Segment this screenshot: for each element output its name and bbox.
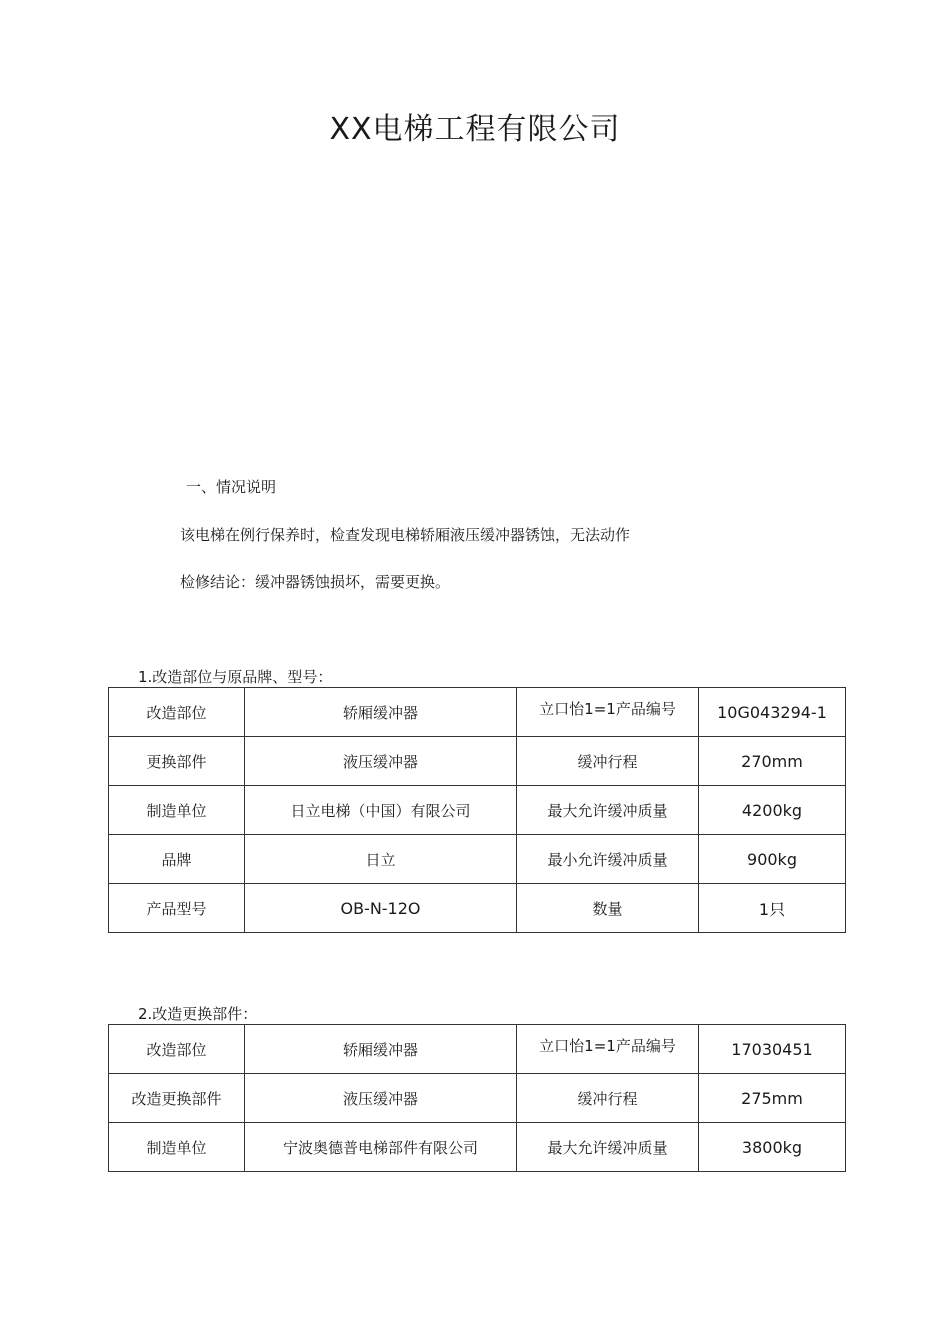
table-row	[109, 737, 846, 786]
document-title: XX电梯工程有限公司	[329, 112, 621, 147]
table-row	[109, 835, 846, 884]
table-cell: 270mm	[699, 737, 846, 786]
table-cell-text: 立口怡1=1产品编号	[539, 1036, 676, 1055]
table-cell: 数量	[517, 884, 699, 933]
table-row	[109, 688, 846, 737]
section-heading-situation: 一、情况说明	[186, 478, 277, 496]
table-cell: 宁波奥德普电梯部件有限公司	[245, 1123, 517, 1172]
table-row	[109, 1025, 846, 1074]
replacement-parts-table	[108, 1024, 846, 1172]
table-cell: 最大允许缓冲质量	[517, 1123, 699, 1172]
table-cell: 改造更换部件	[109, 1074, 245, 1123]
table-cell: 3800kg	[699, 1123, 846, 1172]
table-cell: 1只	[699, 884, 846, 933]
table-cell: OB-N-12O	[245, 884, 517, 933]
table-cell: 最大允许缓冲质量	[517, 786, 699, 835]
table-cell: 275mm	[699, 1074, 846, 1123]
table-cell	[517, 688, 699, 737]
table-cell: 缓冲行程	[517, 737, 699, 786]
table-cell: 17030451	[699, 1025, 846, 1074]
table-cell: 4200kg	[699, 786, 846, 835]
inspection-conclusion: 检修结论：缓冲器锈蚀损坏，需要更换。	[180, 573, 451, 591]
table-row	[109, 884, 846, 933]
table-cell-text: 立口怡1=1产品编号	[539, 699, 676, 718]
table-cell: 改造部位	[109, 1025, 245, 1074]
original-parts-table	[108, 687, 846, 933]
table-cell: 改造部位	[109, 688, 245, 737]
table-cell: 900kg	[699, 835, 846, 884]
table-cell: 制造单位	[109, 1123, 245, 1172]
table-row	[109, 786, 846, 835]
table-cell: 产品型号	[109, 884, 245, 933]
table-cell: 日立	[245, 835, 517, 884]
table-cell: 更换部件	[109, 737, 245, 786]
table-row	[109, 1074, 846, 1123]
table-cell: 液压缓冲器	[245, 1074, 517, 1123]
table-cell: 缓冲行程	[517, 1074, 699, 1123]
table-cell: 制造单位	[109, 786, 245, 835]
table-cell: 日立电梯（中国）有限公司	[245, 786, 517, 835]
table-cell: 液压缓冲器	[245, 737, 517, 786]
table-cell: 10G043294-1	[699, 688, 846, 737]
table-cell: 品牌	[109, 835, 245, 884]
table-row	[109, 1123, 846, 1172]
table-cell: 轿厢缓冲器	[245, 1025, 517, 1074]
table-cell: 最小允许缓冲质量	[517, 835, 699, 884]
table-cell	[517, 1025, 699, 1074]
table-cell: 轿厢缓冲器	[245, 688, 517, 737]
situation-description: 该电梯在例行保养时，检查发现电梯轿厢液压缓冲器锈蚀，无法动作	[180, 526, 631, 544]
table1-caption: 1.改造部位与原品牌、型号：	[138, 668, 333, 686]
table2-caption: 2.改造更换部件：	[138, 1005, 258, 1023]
